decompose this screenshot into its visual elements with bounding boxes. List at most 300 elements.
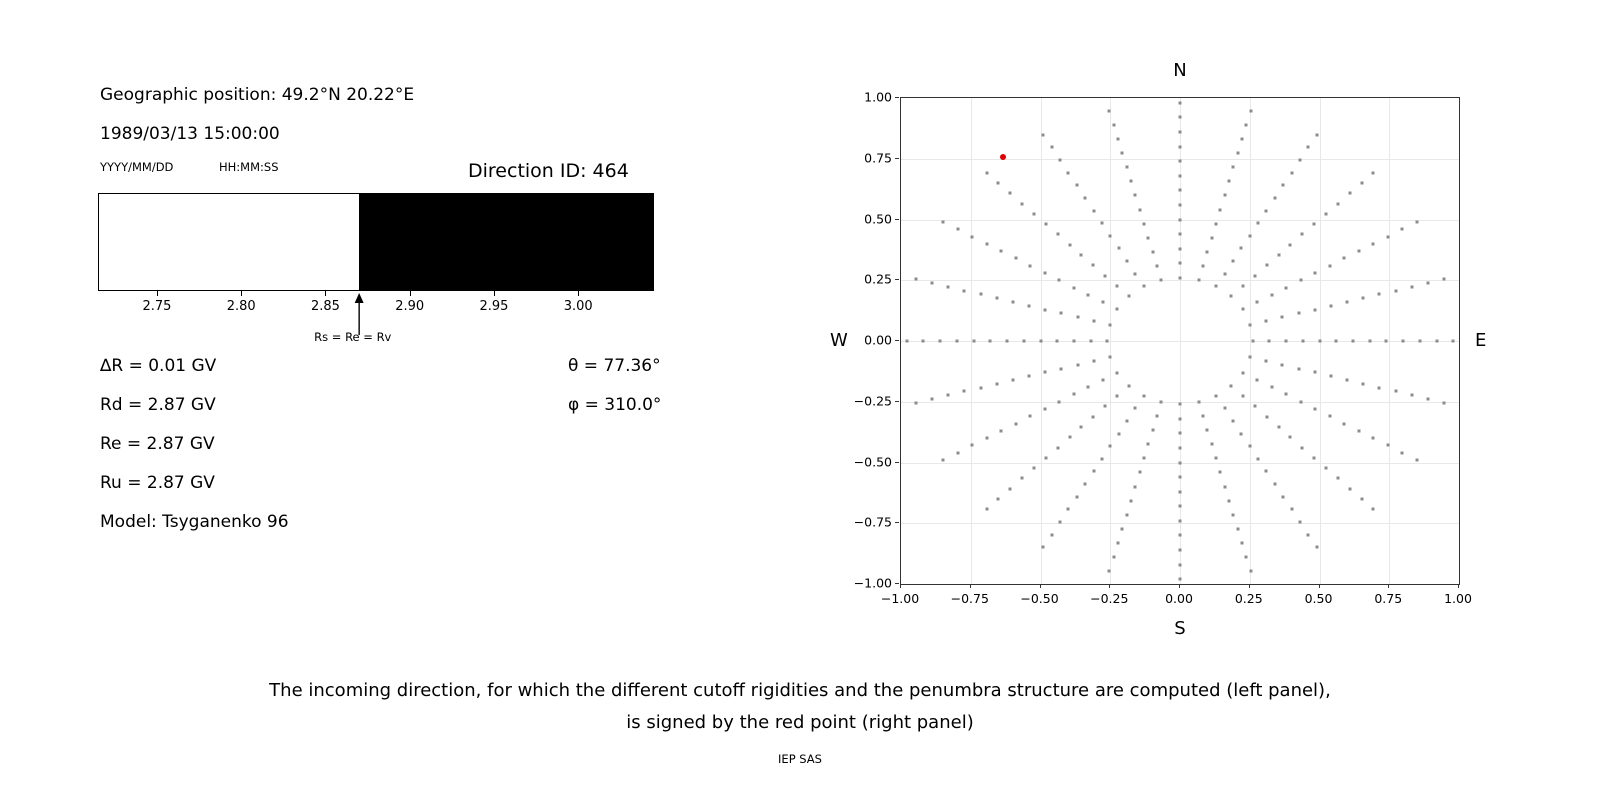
penumbra-spectrum-chart: [98, 193, 654, 291]
sky-direction-point: [1215, 457, 1218, 460]
sky-direction-point: [1112, 124, 1115, 127]
sky-direction-point: [1249, 570, 1252, 573]
sky-direction-point: [1206, 250, 1209, 253]
sky-direction-point: [1028, 304, 1031, 307]
x-tickmark: [1249, 584, 1250, 588]
sky-direction-point: [956, 228, 959, 231]
sky-direction-point: [1072, 340, 1075, 343]
y-tickmark: [895, 279, 899, 280]
sky-direction-point: [1043, 271, 1046, 274]
sky-direction-point: [1179, 417, 1182, 420]
sky-direction-point: [1009, 192, 1012, 195]
sky-direction-point: [1394, 289, 1397, 292]
sky-direction-point: [1179, 101, 1182, 104]
sky-direction-point: [1092, 470, 1095, 473]
sky-direction-point: [1273, 483, 1276, 486]
penumbra-tickmark: [325, 291, 326, 296]
gridline-horizontal: [901, 280, 1459, 281]
compass-north-label: N: [1173, 60, 1187, 81]
sky-direction-point: [1142, 457, 1145, 460]
sky-direction-point: [1313, 223, 1316, 226]
rd-value: Rd = 2.87 GV: [100, 395, 216, 415]
penumbra-bar: [99, 194, 653, 290]
sky-direction-point: [1044, 308, 1047, 311]
sky-direction-point: [1100, 457, 1103, 460]
x-tick-label: 1.00: [1444, 591, 1472, 606]
sky-direction-point: [1179, 563, 1182, 566]
sky-direction-point: [1179, 116, 1182, 119]
sky-direction-point: [1210, 443, 1213, 446]
sky-direction-point: [1362, 297, 1365, 300]
sky-direction-point: [1435, 340, 1438, 343]
sky-direction-point: [1134, 194, 1137, 197]
sky-direction-point: [1265, 360, 1268, 363]
sky-direction-point: [1348, 192, 1351, 195]
sky-direction-point: [1301, 233, 1304, 236]
sky-direction-point: [1348, 487, 1351, 490]
x-tick-label: 0.25: [1234, 591, 1263, 606]
sky-direction-point: [1318, 340, 1321, 343]
sky-direction-point: [1179, 446, 1182, 449]
sky-direction-point: [1215, 285, 1218, 288]
y-tick-label: −0.25: [853, 393, 892, 409]
sky-direction-point: [942, 459, 945, 462]
sky-direction-point: [1248, 445, 1251, 448]
sky-direction-point: [1360, 181, 1363, 184]
sky-direction-point: [1232, 419, 1235, 422]
sky-direction-point: [1060, 312, 1063, 315]
sky-direction-point: [1179, 476, 1182, 479]
credit-label: IEP SAS: [778, 752, 822, 766]
sky-direction-point: [1410, 285, 1413, 288]
sky-direction-point: [1273, 196, 1276, 199]
y-tick-label: 0.75: [864, 150, 892, 166]
sky-direction-point: [1241, 308, 1244, 311]
sky-direction-point: [1378, 293, 1381, 296]
x-tick-label: 0.50: [1304, 591, 1333, 606]
sky-direction-point: [947, 394, 950, 397]
sky-direction-point: [1285, 340, 1288, 343]
delta-r-value: ∆R = 0.01 GV: [100, 356, 217, 376]
sky-direction-point: [1179, 145, 1182, 148]
sky-direction-point: [1249, 323, 1252, 326]
x-tickmark: [900, 584, 901, 588]
sky-direction-point: [963, 390, 966, 393]
sky-direction-point: [1245, 555, 1248, 558]
sky-direction-point: [1313, 308, 1316, 311]
y-tickmark: [895, 583, 899, 584]
sky-direction-point: [1059, 159, 1062, 162]
sky-direction-point: [1092, 319, 1095, 322]
sky-direction-point: [1336, 202, 1339, 205]
sky-direction-point: [1115, 394, 1118, 397]
sky-direction-point: [1253, 405, 1256, 408]
sky-direction-point: [1029, 264, 1032, 267]
sky-direction-point: [1426, 282, 1429, 285]
sky-direction-point: [1270, 386, 1273, 389]
x-tick-label: −0.75: [950, 591, 989, 606]
sky-direction-point: [1298, 520, 1301, 523]
sky-direction-point: [1115, 285, 1118, 288]
sky-direction-point: [1127, 295, 1130, 298]
sky-direction-point: [1343, 422, 1346, 425]
sky-direction-point: [1289, 436, 1292, 439]
sky-direction-point: [1251, 340, 1254, 343]
sky-direction-point: [1076, 363, 1079, 366]
sky-direction-point: [1179, 189, 1182, 192]
sky-direction-point: [1179, 548, 1182, 551]
penumbra-tick-label: 2.90: [395, 299, 425, 314]
gridline-horizontal: [901, 523, 1459, 524]
sky-direction-point: [1351, 340, 1354, 343]
sky-direction-point: [1050, 146, 1053, 149]
sky-direction-point: [1285, 286, 1288, 289]
sky-direction-point: [1386, 444, 1389, 447]
sky-direction-point: [1277, 425, 1280, 428]
sky-direction-point: [1277, 254, 1280, 257]
sky-direction-point: [1281, 363, 1284, 366]
sky-direction-point: [1289, 243, 1292, 246]
x-tickmark: [1319, 584, 1320, 588]
sky-direction-point: [905, 340, 908, 343]
sky-direction-point: [1006, 340, 1009, 343]
sky-direction-point: [1179, 247, 1182, 250]
sky-direction-point: [971, 444, 974, 447]
model-value: Model: Tsyganenko 96: [100, 512, 289, 532]
x-tickmark: [1458, 584, 1459, 588]
sky-direction-point: [985, 171, 988, 174]
sky-direction-point: [1142, 394, 1145, 397]
sky-direction-scatter-plot: [900, 97, 1460, 585]
sky-direction-point: [1215, 222, 1218, 225]
sky-direction-point: [1109, 234, 1112, 237]
sky-direction-point: [1067, 171, 1070, 174]
sky-direction-point: [1155, 264, 1158, 267]
sky-direction-point: [1043, 408, 1046, 411]
sky-direction-point: [1179, 519, 1182, 522]
sky-direction-point: [1357, 250, 1360, 253]
sky-direction-point: [1415, 459, 1418, 462]
sky-direction-point: [1179, 461, 1182, 464]
sky-direction-point: [1000, 250, 1003, 253]
y-tickmark: [895, 401, 899, 402]
sky-direction-point: [1116, 138, 1119, 141]
sky-direction-point: [1240, 247, 1243, 250]
sky-direction-point: [1011, 378, 1014, 381]
sky-direction-point: [1104, 274, 1107, 277]
sky-direction-point: [1179, 174, 1182, 177]
sky-direction-point: [1134, 272, 1137, 275]
sky-direction-point: [1058, 279, 1061, 282]
sky-direction-point: [1401, 451, 1404, 454]
sky-direction-point: [1021, 202, 1024, 205]
compass-east-label: E: [1475, 330, 1487, 351]
sky-direction-point: [1039, 340, 1042, 343]
sky-direction-point: [1219, 208, 1222, 211]
sky-direction-point: [1179, 578, 1182, 581]
sky-direction-point: [1313, 456, 1316, 459]
sky-direction-point: [1109, 445, 1112, 448]
sky-direction-point: [1197, 401, 1200, 404]
y-tickmark: [895, 462, 899, 463]
penumbra-tick-label: 2.80: [226, 299, 256, 314]
sky-direction-point: [1324, 467, 1327, 470]
penumbra-tickmark: [578, 291, 579, 296]
sky-direction-point: [1285, 393, 1288, 396]
sky-direction-point: [1282, 184, 1285, 187]
sky-direction-point: [1100, 222, 1103, 225]
sky-direction-point: [1068, 436, 1071, 439]
sky-direction-point: [1336, 477, 1339, 480]
x-tick-label: −0.25: [1090, 591, 1129, 606]
sky-direction-point: [1223, 194, 1226, 197]
sky-direction-point: [1129, 180, 1132, 183]
gridline-horizontal: [901, 341, 1459, 342]
sky-direction-point: [995, 297, 998, 300]
sky-direction-point: [914, 401, 917, 404]
sky-direction-point: [1315, 133, 1318, 136]
y-tickmark: [895, 158, 899, 159]
sky-direction-point: [1056, 233, 1059, 236]
sky-direction-point: [1307, 146, 1310, 149]
sky-direction-point: [1033, 467, 1036, 470]
phi-value: φ = 310.0°: [568, 395, 662, 415]
sky-direction-point: [1401, 228, 1404, 231]
sky-direction-point: [1029, 415, 1032, 418]
geographic-position-label: Geographic position: 49.2°N 20.22°E: [100, 85, 415, 105]
sky-direction-point: [1014, 422, 1017, 425]
sky-direction-point: [1343, 257, 1346, 260]
sky-direction-point: [1346, 378, 1349, 381]
sky-direction-point: [1125, 260, 1128, 263]
sky-direction-point: [1042, 546, 1045, 549]
sky-direction-point: [1108, 570, 1111, 573]
sky-direction-point: [1282, 495, 1285, 498]
sky-direction-point: [1059, 520, 1062, 523]
sky-direction-point: [1215, 394, 1218, 397]
x-tick-label: −1.00: [880, 591, 920, 606]
sky-direction-point: [1297, 367, 1300, 370]
sky-direction-point: [1299, 400, 1302, 403]
y-tickmark: [895, 522, 899, 523]
sky-direction-point: [1301, 446, 1304, 449]
sky-direction-point: [1009, 487, 1012, 490]
y-tick-label: 0.50: [864, 211, 892, 226]
sky-direction-point: [1121, 152, 1124, 155]
y-tick-label: 1.00: [864, 89, 892, 105]
sky-direction-point: [1138, 208, 1141, 211]
sky-direction-point: [1257, 222, 1260, 225]
x-tick-label: −0.50: [1020, 591, 1059, 606]
sky-direction-point: [942, 220, 945, 223]
sky-direction-point: [1050, 533, 1053, 536]
sky-direction-point: [1281, 316, 1284, 319]
sky-direction-point: [1228, 180, 1231, 183]
sky-direction-point: [1089, 340, 1092, 343]
penumbra-tick-label: 3.00: [563, 299, 593, 314]
sky-direction-point: [1324, 212, 1327, 215]
sky-direction-point: [1042, 133, 1045, 136]
sky-direction-point: [1236, 152, 1239, 155]
sky-direction-point: [1268, 340, 1271, 343]
sky-direction-point: [1443, 278, 1446, 281]
sky-direction-point: [1101, 301, 1104, 304]
sky-direction-point: [1236, 527, 1239, 530]
sky-direction-point: [1092, 360, 1095, 363]
sky-direction-point: [1028, 375, 1031, 378]
penumbra-tick-label: 2.95: [479, 299, 509, 314]
x-tick-label: 0.75: [1374, 591, 1403, 606]
sky-direction-point: [1265, 319, 1268, 322]
sky-direction-point: [1121, 527, 1124, 530]
sky-direction-point: [1248, 234, 1251, 237]
penumbra-tick-label: 2.85: [310, 299, 340, 314]
sky-direction-point: [1179, 160, 1182, 163]
sky-direction-point: [1179, 131, 1182, 134]
sky-direction-point: [1179, 276, 1182, 279]
sky-direction-point: [1134, 407, 1137, 410]
sky-direction-point: [955, 340, 958, 343]
sky-direction-point: [1125, 513, 1128, 516]
y-tickmark: [895, 340, 899, 341]
sky-direction-point: [1068, 243, 1071, 246]
sky-direction-point: [1142, 285, 1145, 288]
rs-annotation-label: Rs = Re = Rv: [314, 330, 392, 344]
re-value: Re = 2.87 GV: [100, 434, 215, 454]
sky-direction-point: [1346, 301, 1349, 304]
sky-direction-point: [1360, 498, 1363, 501]
sky-direction-point: [1125, 419, 1128, 422]
sky-direction-point: [1301, 340, 1304, 343]
sky-direction-point: [1386, 235, 1389, 238]
sky-direction-point: [1256, 301, 1259, 304]
sky-direction-point: [1307, 533, 1310, 536]
sky-direction-point: [1298, 159, 1301, 162]
sky-direction-point: [1147, 443, 1150, 446]
sky-direction-point: [922, 340, 925, 343]
sky-direction-point: [1418, 340, 1421, 343]
caption-line-1: The incoming direction, for which the different cutoff rigidities and the penumbra structure are computed (left panel),: [269, 680, 1331, 701]
sky-direction-point: [1232, 260, 1235, 263]
sky-direction-point: [1426, 397, 1429, 400]
sky-direction-point: [1127, 384, 1130, 387]
sky-direction-point: [1270, 293, 1273, 296]
sky-direction-point: [1108, 323, 1111, 326]
sky-direction-point: [985, 437, 988, 440]
sky-direction-point: [1197, 278, 1200, 281]
sky-direction-point: [985, 242, 988, 245]
sky-direction-point: [1362, 382, 1365, 385]
x-tickmark: [1179, 584, 1180, 588]
sky-direction-point: [1116, 308, 1119, 311]
sky-direction-point: [1179, 203, 1182, 206]
sky-direction-point: [1210, 236, 1213, 239]
sky-direction-point: [1329, 304, 1332, 307]
penumbra-axis: [98, 291, 654, 331]
y-tick-label: 0.25: [864, 271, 892, 287]
penumbra-tickmark: [157, 291, 158, 296]
sky-direction-point: [1155, 415, 1158, 418]
sky-direction-point: [931, 397, 934, 400]
sky-direction-point: [1014, 257, 1017, 260]
sky-direction-point: [1151, 429, 1154, 432]
sky-direction-point: [931, 282, 934, 285]
sky-direction-point: [1372, 437, 1375, 440]
caption-line-2: is signed by the red point (right panel): [626, 712, 974, 733]
sky-direction-point: [1076, 316, 1079, 319]
sky-direction-point: [1117, 432, 1120, 435]
sky-direction-point: [1357, 429, 1360, 432]
sky-direction-point: [1056, 340, 1059, 343]
sky-direction-point: [1241, 138, 1244, 141]
sky-direction-point: [1060, 367, 1063, 370]
sky-direction-point: [979, 386, 982, 389]
sky-direction-point: [1394, 390, 1397, 393]
sky-direction-point: [1378, 386, 1381, 389]
sky-direction-point: [1142, 222, 1145, 225]
sky-direction-point: [1075, 495, 1078, 498]
y-tick-label: −0.75: [853, 514, 892, 530]
sky-direction-point: [989, 340, 992, 343]
sky-direction-point: [1223, 485, 1226, 488]
sky-direction-point: [1087, 386, 1090, 389]
sky-direction-point: [956, 451, 959, 454]
sky-direction-point: [1179, 218, 1182, 221]
sky-direction-point: [1410, 394, 1413, 397]
sky-direction-point: [1253, 274, 1256, 277]
time-format-hint: HH:MM:SS: [219, 160, 279, 174]
sky-direction-point: [1022, 340, 1025, 343]
sky-direction-point: [1179, 403, 1182, 406]
sky-direction-point: [1232, 513, 1235, 516]
ru-value: Ru = 2.87 GV: [100, 473, 215, 493]
penumbra-tickmark: [241, 291, 242, 296]
sky-direction-point: [972, 340, 975, 343]
sky-direction-point: [985, 508, 988, 511]
sky-direction-point: [1116, 541, 1119, 544]
sky-direction-point: [1314, 408, 1317, 411]
sky-direction-point: [997, 181, 1000, 184]
sky-direction-point: [1092, 264, 1095, 267]
sky-direction-point: [1372, 508, 1375, 511]
sky-direction-point: [1084, 196, 1087, 199]
selected-direction-point: [1000, 154, 1006, 160]
sky-direction-point: [1080, 425, 1083, 428]
sky-direction-point: [963, 289, 966, 292]
sky-direction-point: [1290, 508, 1293, 511]
penumbra-tickmark: [410, 291, 411, 296]
sky-direction-point: [1044, 223, 1047, 226]
sky-direction-point: [1138, 471, 1141, 474]
direction-id-label: Direction ID: 464: [468, 160, 629, 182]
sky-direction-point: [1329, 375, 1332, 378]
sky-direction-point: [1044, 456, 1047, 459]
right-panel: [820, 40, 1580, 660]
sky-direction-point: [1415, 220, 1418, 223]
sky-direction-point: [1265, 415, 1268, 418]
sky-direction-point: [1044, 371, 1047, 374]
date-format-hint: YYYY/MM/DD: [100, 160, 174, 174]
sky-direction-point: [1299, 279, 1302, 282]
sky-direction-point: [1314, 271, 1317, 274]
sky-direction-point: [1297, 312, 1300, 315]
sky-direction-point: [1072, 393, 1075, 396]
sky-direction-point: [1265, 470, 1268, 473]
sky-direction-point: [1249, 356, 1252, 359]
datetime-label: 1989/03/13 15:00:00: [100, 124, 280, 144]
sky-direction-point: [1075, 184, 1078, 187]
sky-direction-point: [1147, 236, 1150, 239]
